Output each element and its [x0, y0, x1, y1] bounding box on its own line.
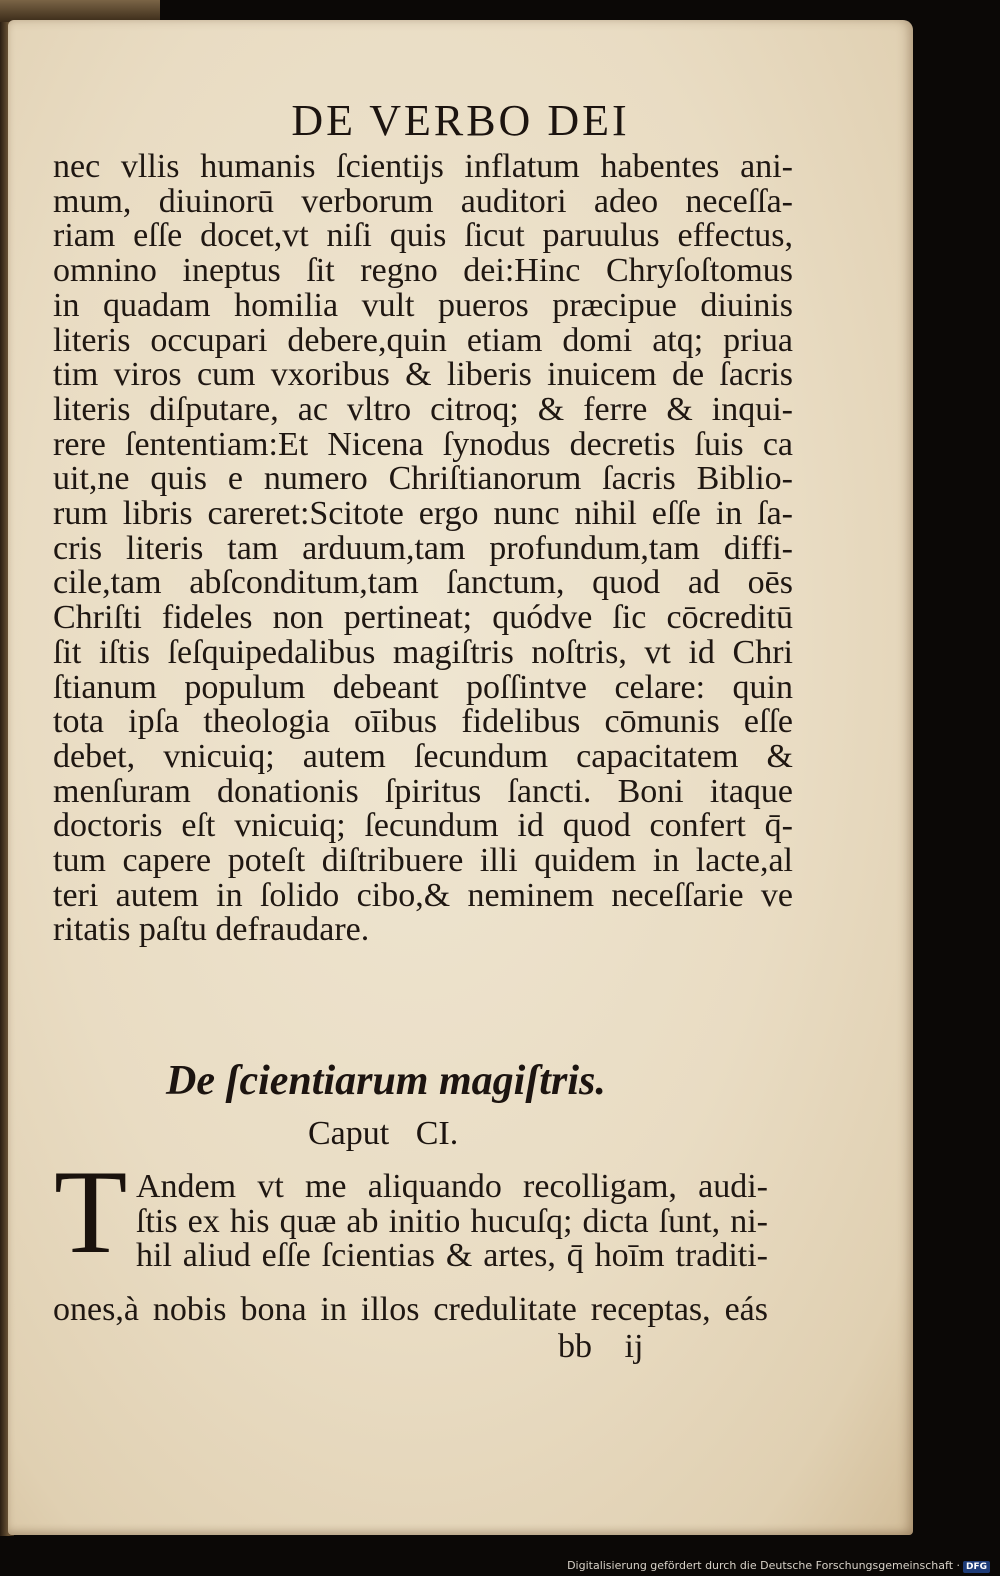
dfg-logo-badge: DFG: [963, 1561, 990, 1573]
text-line: tum capere poteſt diſtribuere illi quidem in lacte,al: [53, 842, 793, 880]
text-line: uit,ne quis e numero Chriſtianorum ſacris Biblio-: [53, 460, 793, 498]
running-title: DE VERBO DEI: [291, 96, 630, 145]
text-line: mum, diuinorū verborum auditori adeo neceſſa-: [53, 182, 793, 220]
text-line: menſuram donationis ſpiritus ſancti. Boni itaque: [53, 772, 793, 810]
footer-bar: [0, 1536, 1000, 1576]
text-line: tim viros cum vxoribus & liberis inuicem de ſacris: [53, 356, 793, 394]
chapter-number: Caput CI.: [308, 1115, 459, 1152]
chapter-heading: De ſcientiarum magiſtris.: [166, 1058, 606, 1104]
text-line: Andem vt me aliquando recolligam, audi-: [136, 1168, 768, 1205]
chapter-text-full: [53, 1293, 768, 1328]
chapter-text-indented: [136, 1170, 768, 1274]
text-line: nec vllis humanis ſcientijs inflatum habentes ani-: [53, 148, 793, 185]
text-line: ſtianum populum debeant poſſintve celare: quin: [53, 668, 793, 706]
text-line: hil aliud eſſe ſcientias & artes, q̄ hoīm traditi-: [136, 1237, 768, 1275]
text-line: in quadam homilia vult pueros præcipue diuinis: [53, 286, 793, 324]
text-line: literis diſputare, ac vltro citroq; & ferre & inqui-: [53, 390, 793, 428]
book-top-edge: [0, 0, 160, 22]
body-text: [53, 150, 793, 948]
funding-credit: Digitalisierung gefördert durch die Deutsche Forschungsgemeinschaft ·: [567, 1559, 960, 1572]
text-line: cile,tam abſconditum,tam ſanctum, quod ad oēs: [53, 564, 793, 602]
signature-mark: bb ij: [558, 1328, 644, 1365]
text-line: tota ipſa theologia oīibus fidelibus cōmunis eſſe: [53, 703, 793, 741]
text-line: ritatis paſtu defraudare.: [53, 911, 370, 949]
drop-cap-initial: T: [54, 1145, 128, 1278]
text-line: debet, vnicuiq; autem ſecundum capacitatem &: [53, 737, 793, 775]
book-page: [8, 20, 913, 1535]
text-line: ones,à nobis bona in illos credulitate receptas, eás: [53, 1291, 768, 1328]
text-line: ſit iſtis ſeſquipedalibus magiſtris noſtris, vt id Chri: [53, 633, 793, 671]
text-line: doctoris eſt vnicuiq; ſecundum id quod confert q̄-: [53, 807, 793, 845]
text-line: ſtis ex his quæ ab initio hucuſq; dicta ſunt, ni-: [136, 1202, 768, 1240]
text-line: literis occupari debere,quin etiam domi atq; priua: [53, 321, 793, 359]
text-line: riam eſſe docet,vt niſi quis ſicut paruulus effectus,: [53, 217, 793, 255]
text-line: rum libris careret:Scitote ergo nunc nihil eſſe in ſa-: [53, 495, 793, 533]
text-line: cris literis tam arduum,tam profundum,tam diffi-: [53, 529, 793, 567]
text-line: rere ſententiam:Et Nicena ſynodus decretis ſuis ca: [53, 425, 793, 463]
text-line: teri autem in ſolido cibo,& neminem neceſſarie ve: [53, 876, 793, 914]
text-line: omnino ineptus ſit regno dei:Hinc Chryſoſtomus: [53, 252, 793, 290]
text-line: Chriſti fideles non pertineat; quódve ſic cōcreditū: [53, 599, 793, 637]
